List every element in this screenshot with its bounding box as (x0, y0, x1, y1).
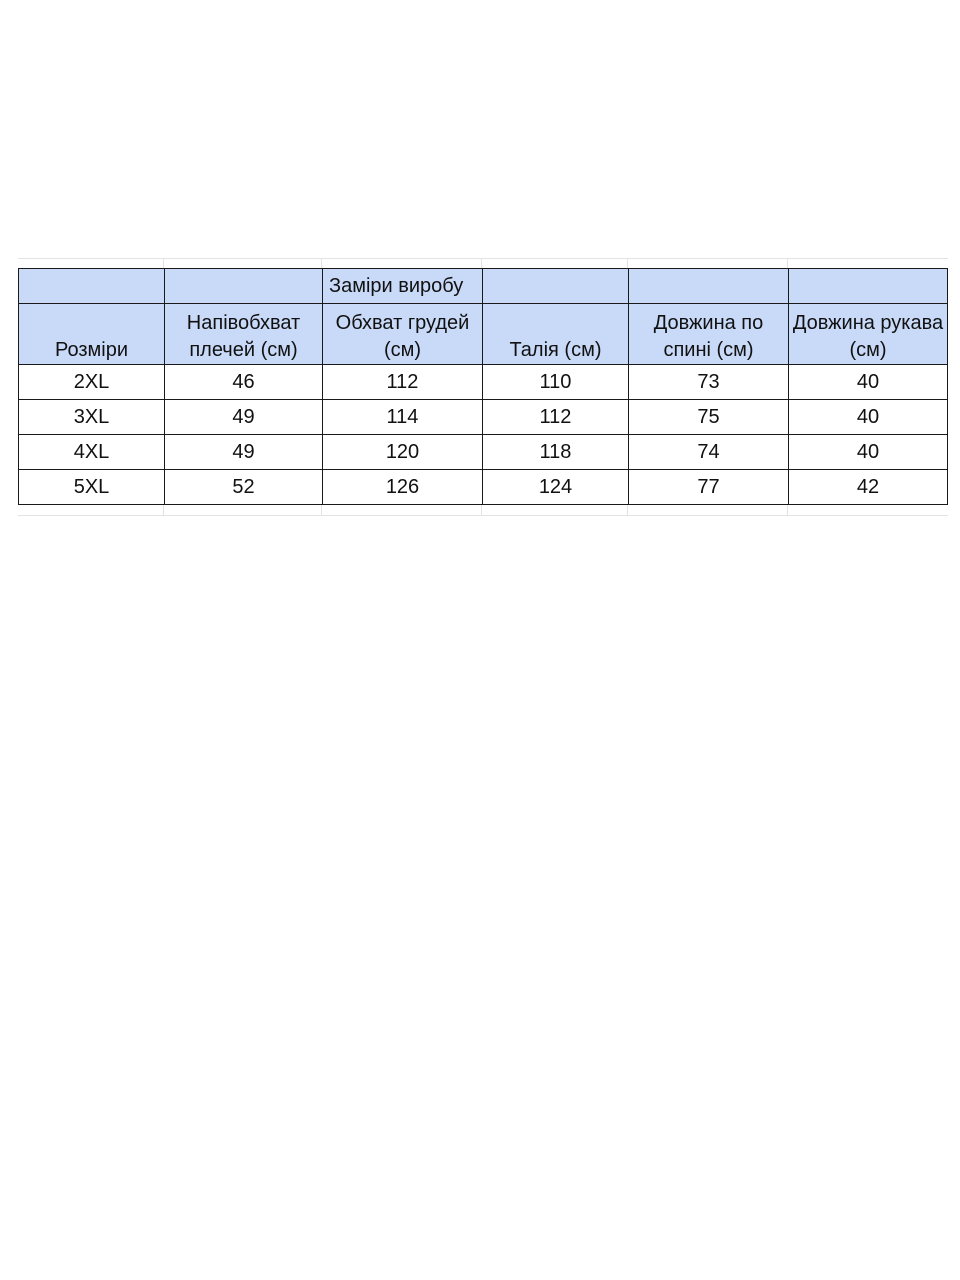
table-cell[interactable]: 112 (483, 400, 629, 435)
size-cell[interactable]: 2XL (19, 365, 165, 400)
table-cell[interactable]: 46 (165, 365, 323, 400)
table-cell[interactable] (789, 269, 948, 304)
spreadsheet-area (18, 258, 948, 516)
table-cell[interactable] (483, 269, 629, 304)
table-cell[interactable]: 49 (165, 400, 323, 435)
table-cell[interactable]: 40 (789, 365, 948, 400)
header-sizes[interactable]: Розміри (19, 304, 165, 365)
table-cell[interactable]: 75 (629, 400, 789, 435)
table-row (19, 470, 948, 505)
header-half-shoulder-girth[interactable]: Напівобхват плечей (см) (165, 304, 323, 365)
table-cell[interactable]: 52 (165, 470, 323, 505)
table-cell[interactable]: 74 (629, 435, 789, 470)
header-sleeve-length[interactable]: Довжина рукава (см) (789, 304, 948, 365)
table-cell[interactable]: 118 (483, 435, 629, 470)
header-chest-girth[interactable]: Обхват грудей (см) (323, 304, 483, 365)
table-cell[interactable]: 42 (789, 470, 948, 505)
table-cell[interactable] (629, 269, 789, 304)
size-cell[interactable]: 3XL (19, 400, 165, 435)
header-waist[interactable]: Талія (см) (483, 304, 629, 365)
gridline (18, 258, 948, 259)
table-cell[interactable]: 40 (789, 435, 948, 470)
table-title[interactable]: Заміри виробу (323, 269, 483, 304)
table-cell[interactable]: 112 (323, 365, 483, 400)
table-cell[interactable]: 73 (629, 365, 789, 400)
table-cell[interactable]: 124 (483, 470, 629, 505)
table-row (19, 400, 948, 435)
table-cell[interactable]: 114 (323, 400, 483, 435)
size-chart-table (18, 268, 948, 505)
table-cell[interactable]: 49 (165, 435, 323, 470)
table-header-row (19, 304, 948, 365)
table-cell[interactable]: 40 (789, 400, 948, 435)
table-row (19, 435, 948, 470)
gridline (18, 515, 948, 516)
table-cell[interactable]: 110 (483, 365, 629, 400)
table-row (19, 365, 948, 400)
header-back-length[interactable]: Довжина по спині (см) (629, 304, 789, 365)
table-cell[interactable]: 120 (323, 435, 483, 470)
table-cell[interactable]: 77 (629, 470, 789, 505)
table-cell[interactable]: 126 (323, 470, 483, 505)
size-cell[interactable]: 4XL (19, 435, 165, 470)
size-cell[interactable]: 5XL (19, 470, 165, 505)
table-cell[interactable] (165, 269, 323, 304)
table-title-row (19, 269, 948, 304)
table-cell[interactable] (19, 269, 165, 304)
